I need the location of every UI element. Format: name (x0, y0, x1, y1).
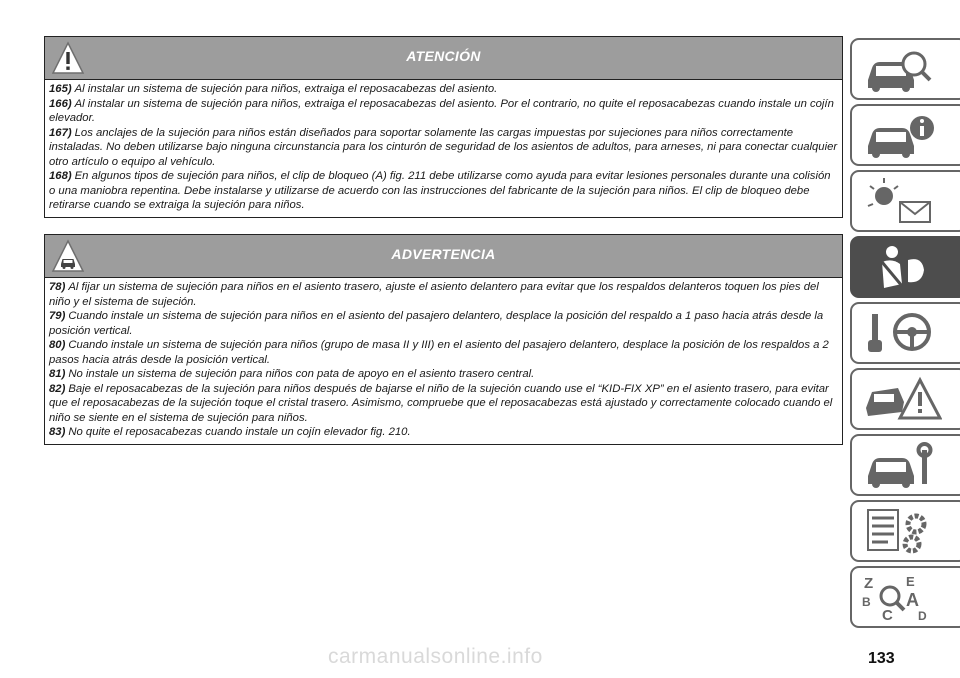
warning-box-title: ATENCIÓN (406, 48, 481, 64)
sidebar-tab-car-info[interactable] (850, 104, 960, 166)
sidebar-tab-warning-lights[interactable] (850, 170, 960, 232)
sidebar-tab-maintenance[interactable] (850, 434, 960, 496)
spec-sheet-gears-icon (862, 506, 942, 558)
index-letter: D (918, 609, 927, 623)
page-number: 133 (868, 650, 895, 667)
warning-box (44, 36, 843, 218)
index-letter: C (882, 607, 893, 624)
warning-light-message-icon (862, 176, 942, 228)
caution-item: 82) Baje el reposacabezas de la sujeción para niños después de bajarse el niño de la sujeción cuando use el “KID-FIX XP” en el asiento trasero, para evitar que el reposacabezas de la sujeción toque el cristal trasero. Asimismo, compruebe que el reposacabezas está ajustado y correctamente colocado cuando el niño se siente en el sistema de sujeción para niños. (49, 382, 833, 424)
car-info-icon (862, 110, 942, 162)
caution-item: 80) Cuando instale un sistema de sujeción para niños (grupo de masa II y III) en el asiento del pasajero delantero, desplace la posición de los respaldos a 2 pasos hacia atrás desde la posición vertical. (49, 339, 829, 366)
sidebar-tab-technical-data[interactable] (850, 500, 960, 562)
sidebar-tab-index[interactable] (850, 566, 960, 628)
sidebar-tab-starting-driving[interactable] (850, 302, 960, 364)
car-magnifier-icon (862, 44, 942, 96)
warning-item: 168) En algunos tipos de sujeción para niños, el clip de bloqueo (A) fig. 211 debe utilizarse como ayuda para evitar lesiones personales durante una colisión o una maniobra repentina. Debe instalarse y utilizarse de acuerdo con las instrucciones del fabricante de la sujeción para niños. El clip de bloqueo debe retirarse cuando se extraiga la sujeción para niños. (49, 170, 831, 211)
caution-box-title: ADVERTENCIA (391, 246, 496, 262)
car-crash-warning-icon (862, 374, 942, 426)
caution-item: 78) Al fijar un sistema de sujeción para niños en el asiento trasero, ajuste el asiento delantero para evitar que los respaldos delanteros toquen los pies del niño y el sistema de sujeción. (49, 281, 819, 308)
warning-item: 167) Los anclajes de la sujeción para niños están diseñados para soportar solamente las cargas impuestas por sujeciones para niños correctamente instaladas. No deben utilizarse bajo ninguna circunstancia para los cinturón de seguridad de los asientos de adultos, para arneses, ni para conectar cualquier otro artículo o equipo al vehículo. (49, 126, 838, 168)
watermark: carmanualsonline.info (328, 645, 543, 668)
caution-box (44, 234, 843, 445)
car-wrench-icon (862, 440, 942, 492)
index-letter: E (906, 574, 915, 589)
seatbelt-airbag-icon (862, 242, 942, 294)
alphabetical-index-icon (862, 572, 942, 624)
sidebar-tab-emergency[interactable] (850, 368, 960, 430)
key-steering-wheel-icon (862, 308, 942, 360)
caution-item: 79) Cuando instale un sistema de sujeción para niños en el asiento del pasajero delantero, desplace la posición del respaldo a 1 paso hacia atrás desde la posición vertical. (49, 310, 824, 337)
warning-box-body (45, 80, 842, 217)
warning-item: 166) Al instalar un sistema de sujeción para niños, extraiga el reposacabezas del asiento. Por el contrario, no quite el reposacabezas cuando instale un cojín elevador. (49, 97, 834, 124)
sidebar-tab-car-inspection[interactable] (850, 38, 960, 100)
index-letter: Z (864, 575, 874, 592)
caution-box-body (45, 278, 842, 444)
caution-item: 81) No instale un sistema de sujeción para niños con pata de apoyo en el asiento trasero central. (49, 368, 535, 380)
index-letter: B (862, 595, 871, 609)
caution-item: 83) No quite el reposacabezas cuando instale un cojín elevador fig. 210. (49, 426, 411, 438)
warning-item: 165) Al instalar un sistema de sujeción para niños, extraiga el reposacabezas del asiento. (49, 83, 498, 95)
warning-box-header (45, 37, 842, 80)
caution-box-header (45, 235, 842, 278)
sidebar-tab-safety[interactable] (850, 236, 960, 298)
index-letter: A (906, 590, 919, 610)
